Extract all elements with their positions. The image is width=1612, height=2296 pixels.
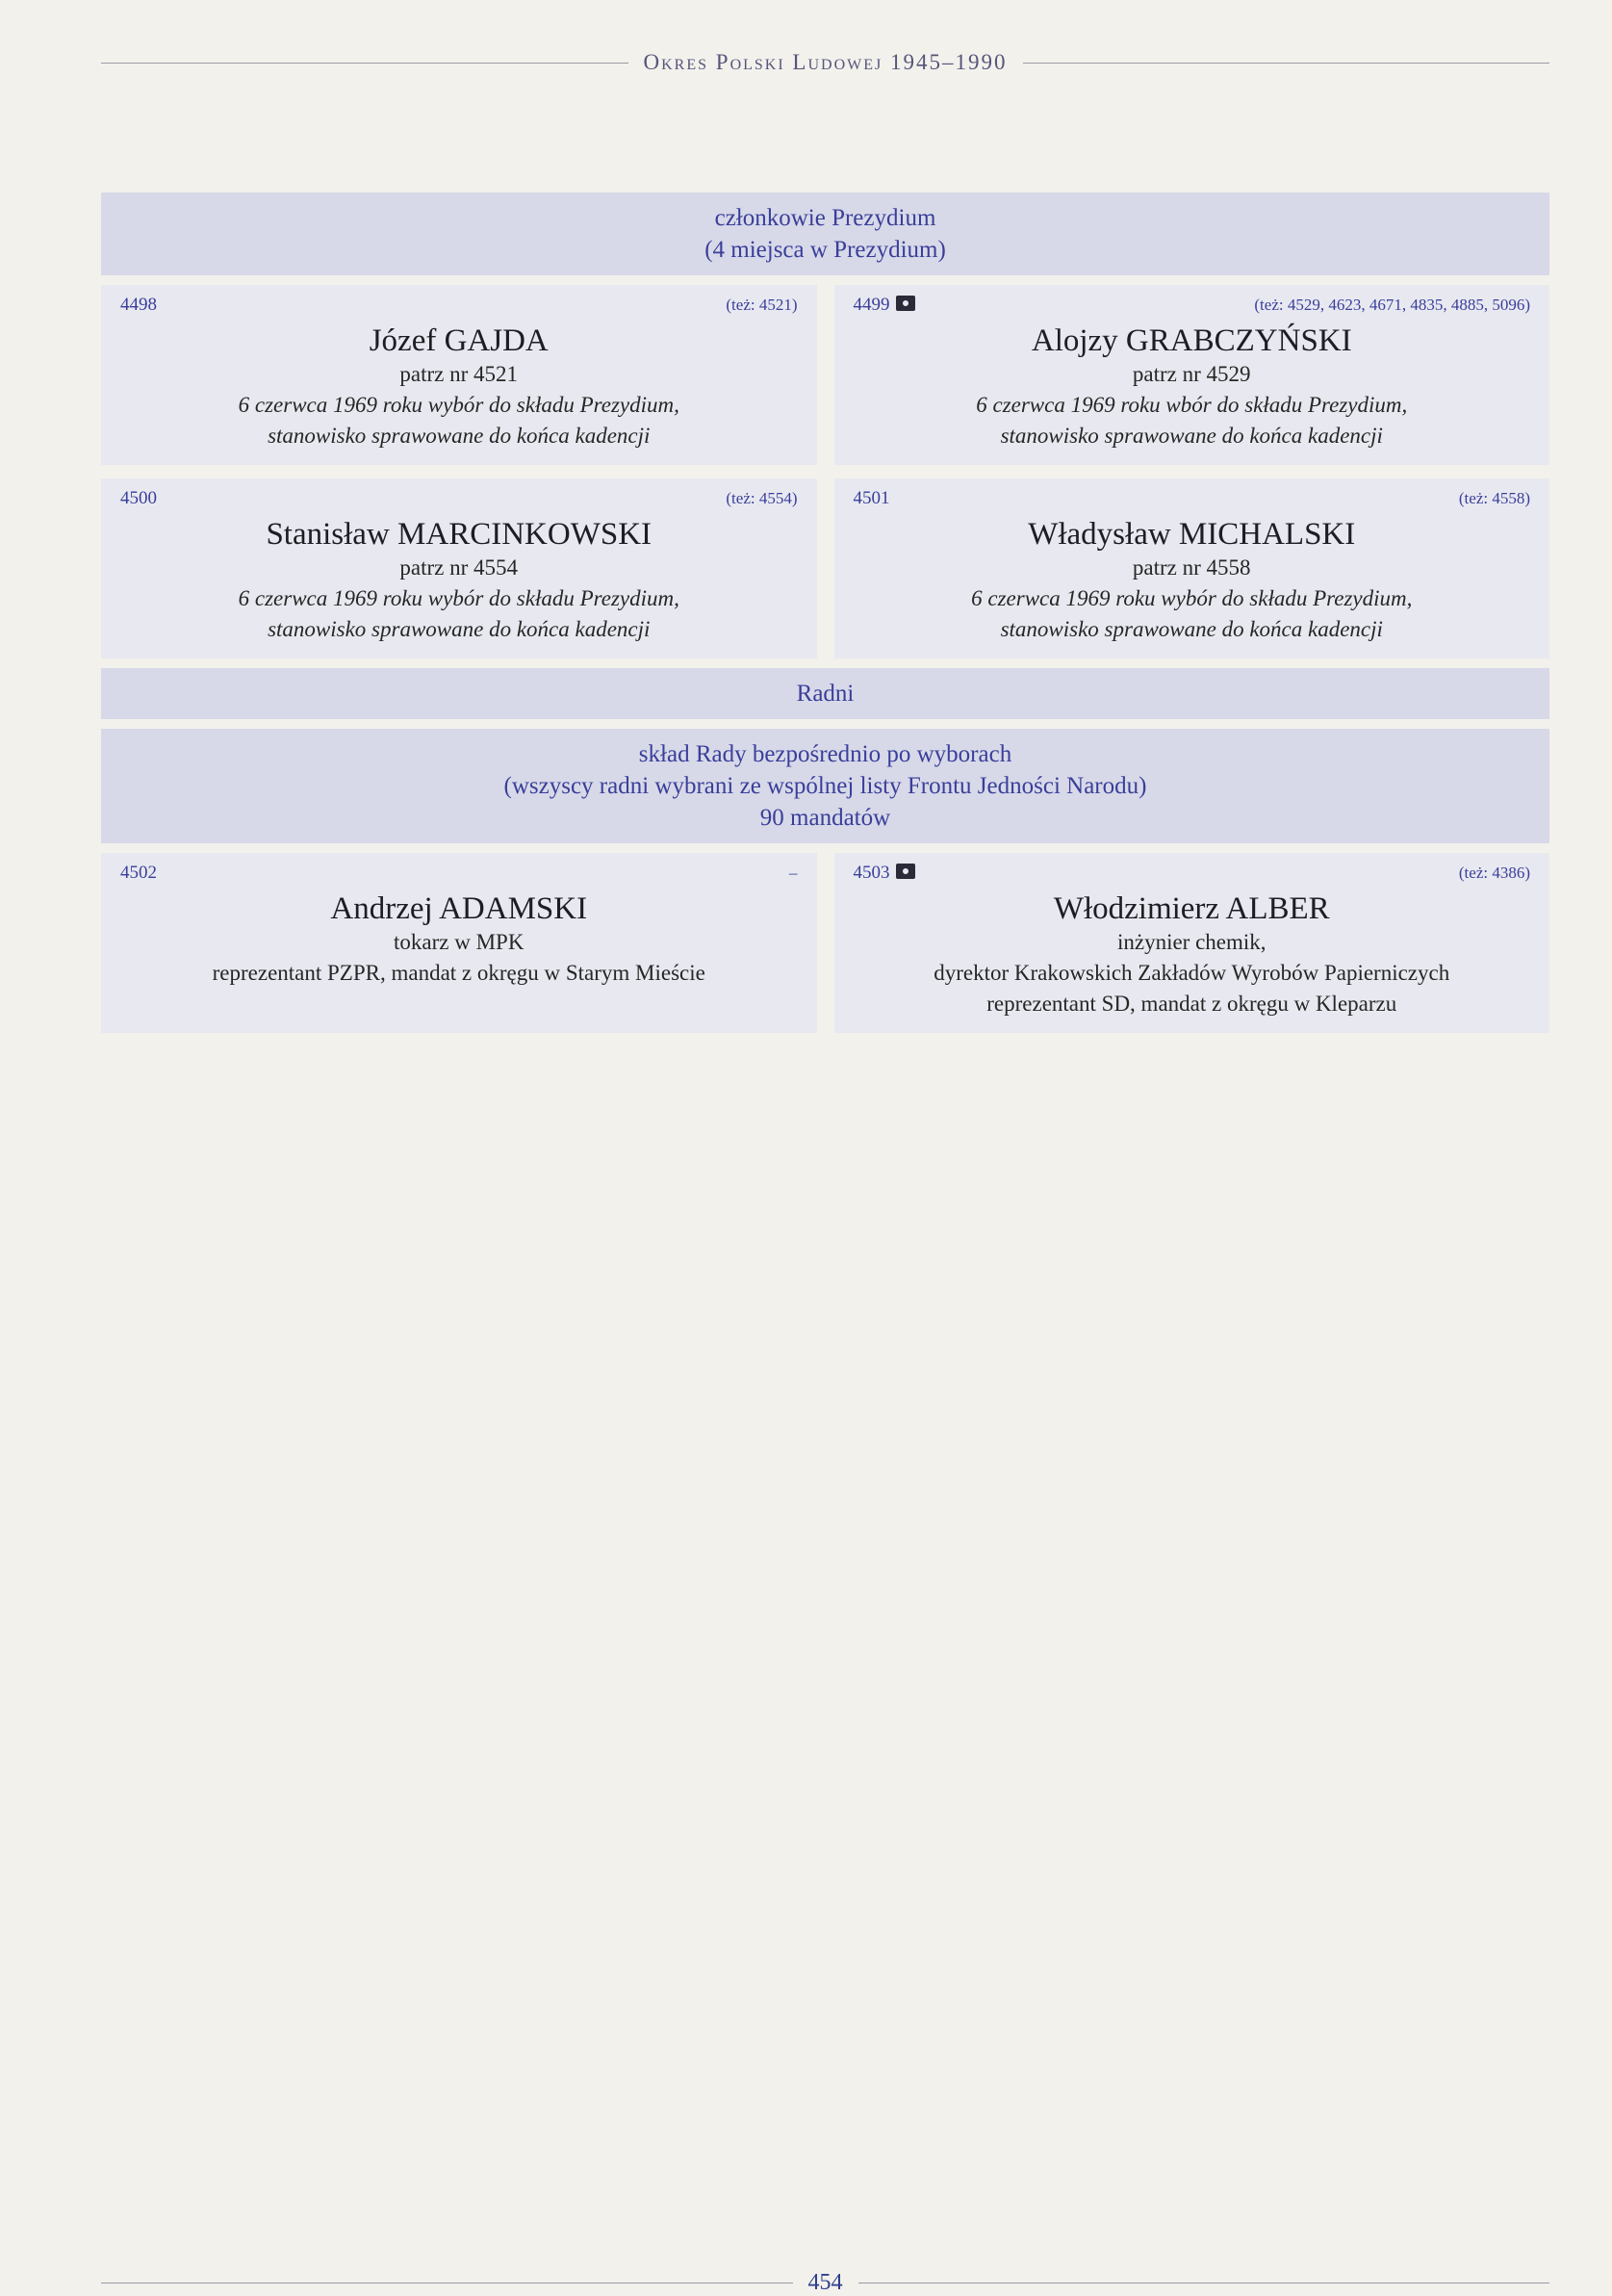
entry-number: 4498	[120, 295, 157, 315]
entry-line: 6 czerwca 1969 roku wybór do składu Prezydium,	[238, 393, 679, 417]
mandate-count: 90 mandatów	[759, 805, 891, 831]
entry-line: tokarz w MPK	[394, 930, 525, 954]
entry-line: patrz nr 4521	[399, 362, 519, 386]
person-name: Andrzej ADAMSKI	[330, 891, 588, 926]
entry-number: 4501	[853, 488, 890, 508]
sklad-title: skład Rady bezpośrednio po wyborach	[638, 741, 1012, 767]
entry-line: 6 czerwca 1969 roku wybór do składu Prezydium,	[971, 586, 1413, 610]
entry-line: stanowisko sprawowane do końca kadencji	[268, 617, 651, 641]
sklad-subtitle: (wszyscy radni wybrani ze wspólnej listy Frontu Jedności Narodu)	[503, 773, 1147, 799]
camera-icon	[896, 296, 915, 311]
sklad-banner	[101, 729, 1549, 843]
entry-number: 4499	[853, 295, 890, 315]
cross-reference: (też: 4386)	[1458, 864, 1530, 882]
cross-reference: (też: 4554)	[726, 489, 798, 507]
cross-reference: (też: 4521)	[726, 296, 798, 314]
entry-line: 6 czerwca 1969 roku wybór do składu Prezydium,	[238, 586, 679, 610]
entry-card	[101, 853, 817, 1033]
camera-icon	[896, 864, 915, 879]
person-name: Stanisław MARCINKOWSKI	[266, 517, 652, 552]
prezydium-subtitle: (4 miejsca w Prezydium)	[704, 237, 946, 263]
entry-card	[834, 285, 1550, 465]
cross-reference: (też: 4529, 4623, 4671, 4835, 4885, 5096)	[1254, 296, 1530, 314]
person-name: Władysław MICHALSKI	[1028, 517, 1356, 552]
page-header	[101, 50, 1549, 75]
entry-line: patrz nr 4529	[1132, 362, 1251, 386]
entry-number: 4500	[120, 488, 157, 508]
radni-title: Radni	[796, 681, 855, 707]
prezydium-banner	[101, 193, 1549, 275]
prezydium-title: członkowie Prezydium	[714, 205, 936, 231]
cross-reference: –	[789, 864, 798, 882]
entry-line: patrz nr 4558	[1132, 555, 1251, 580]
header-rule-left	[101, 63, 628, 64]
radni-banner	[101, 668, 1549, 719]
entry-line: stanowisko sprawowane do końca kadencji	[268, 424, 651, 448]
page-number: 454	[807, 2270, 843, 2295]
entry-line: stanowisko sprawowane do końca kadencji	[1000, 424, 1383, 448]
person-name: Alojzy GRABCZYŃSKI	[1031, 323, 1352, 358]
entry-card	[101, 285, 817, 465]
entry-line: dyrektor Krakowskich Zakładów Wyrobów Papierniczych	[934, 961, 1450, 985]
entry-card	[834, 478, 1550, 658]
person-name: Józef GAJDA	[369, 323, 549, 358]
entry-line: inżynier chemik,	[1116, 930, 1267, 954]
cross-reference: (też: 4558)	[1458, 489, 1530, 507]
entry-number: 4502	[120, 863, 157, 883]
prezydium-grid	[101, 285, 1549, 658]
entry-line: stanowisko sprawowane do końca kadencji	[1000, 617, 1383, 641]
header-rule-right	[1023, 63, 1550, 64]
entry-card	[101, 478, 817, 658]
entry-line: reprezentant PZPR, mandat z okręgu w Starym Mieście	[212, 961, 705, 985]
person-name: Włodzimierz ALBER	[1053, 891, 1330, 926]
entry-number: 4503	[853, 863, 890, 883]
document-content	[101, 193, 1549, 1043]
entry-line: patrz nr 4554	[399, 555, 519, 580]
entry-line: reprezentant SD, mandat z okręgu w Kleparzu	[986, 992, 1397, 1016]
running-title: Okres Polski Ludowej 1945–1990	[643, 50, 1008, 74]
entry-card	[834, 853, 1550, 1033]
radni-grid	[101, 853, 1549, 1033]
entry-line: 6 czerwca 1969 roku wbór do składu Prezydium,	[976, 393, 1408, 417]
